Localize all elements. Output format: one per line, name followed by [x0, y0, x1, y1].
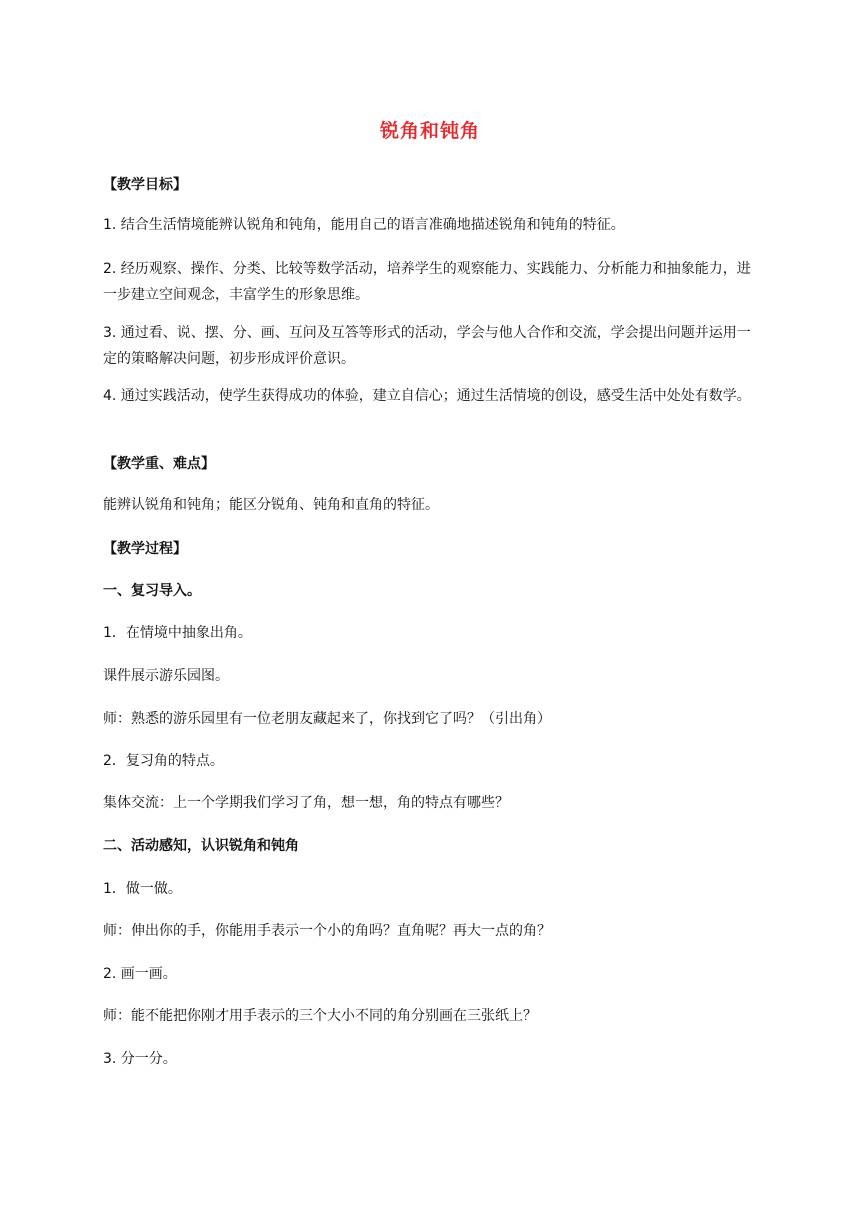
process-heading: 【教学过程】 [103, 541, 187, 557]
part2-item-4: 师：能不能把你刚才用手表示的三个大小不同的角分别画在三张纸上？ [103, 1008, 537, 1024]
part2-item-5: 3. 分一分。 [103, 1051, 177, 1067]
objective-4: 4. 通过实践活动，使学生获得成功的体验，建立自信心；通过生活情境的创设，感受生活中处处有数学。 [103, 388, 751, 404]
objective-1: 1. 结合生活情境能辨认锐角和钝角，能用自己的语言准确地描述锐角和钝角的特征。 [103, 217, 625, 233]
part2-item-1: 1．做一做。 [103, 881, 182, 897]
keypoints-heading: 【教学重、难点】 [103, 456, 215, 472]
objectives-heading: 【教学目标】 [103, 177, 187, 193]
part1-item-5: 集体交流：上一个学期我们学习了角，想一想，角的特点有哪些？ [103, 795, 509, 811]
objective-2: 2. 经历观察、操作、分类、比较等数学活动，培养学生的观察能力、实践能力、分析能力和抽象能力，进一步建立空间观念，丰富学生的形象思维。 [103, 261, 751, 303]
part1-heading: 一、复习导入。 [103, 583, 201, 599]
part2-item-3: 2. 画一画。 [103, 966, 177, 982]
part1-item-1: 1．在情境中抽象出角。 [103, 625, 252, 641]
document-title: 锐角和钝角 [379, 120, 480, 142]
part1-item-4: 2．复习角的特点。 [103, 753, 224, 769]
objective-3: 3. 通过看、说、摆、分、画、互问及互答等形式的活动，学会与他人合作和交流，学会提出问题并运用一定的策略解决问题，初步形成评价意识。 [103, 325, 751, 367]
keypoints-text: 能辨认锐角和钝角；能区分锐角、钝角和直角的特征。 [103, 497, 439, 513]
part1-item-2: 课件展示游乐园图。 [103, 668, 229, 684]
part1-item-3: 师：熟悉的游乐园里有一位老朋友藏起来了，你找到它了吗？（引出角） [103, 711, 551, 727]
part2-item-2: 师：伸出你的手，你能用手表示一个小的角吗？直角呢？再大一点的角？ [103, 923, 551, 939]
part2-heading: 二、活动感知，认识锐角和钝角 [103, 838, 299, 854]
